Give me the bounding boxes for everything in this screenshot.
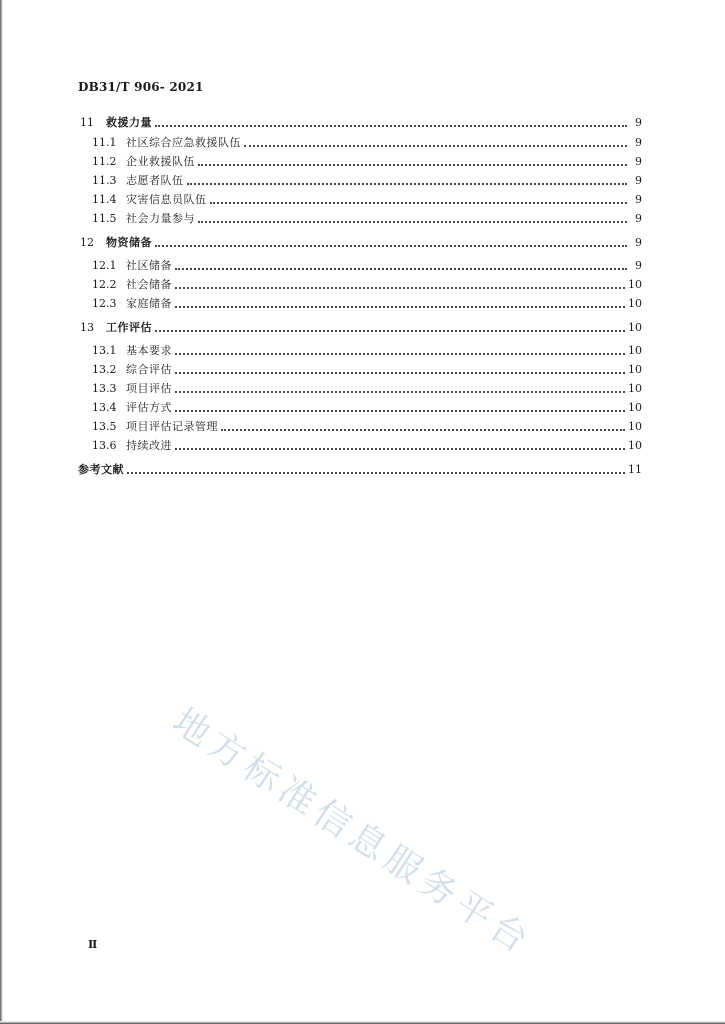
toc-leader [210, 201, 628, 204]
toc-title: 综合评估 [126, 363, 172, 376]
toc-entry-12-3[interactable] [92, 293, 642, 311]
toc-number: 13.6 [92, 439, 117, 452]
toc-title: 项目评估记录管理 [126, 420, 218, 433]
toc-entry-11-2[interactable] [92, 151, 642, 169]
toc-title: 家庭储备 [126, 297, 172, 310]
toc-page: 9 [635, 193, 642, 206]
toc-page: 10 [628, 344, 642, 357]
toc-title: 基本要求 [126, 344, 172, 357]
toc-entry-12-1[interactable] [92, 255, 642, 273]
toc-entry-13-4[interactable] [92, 397, 642, 415]
toc-number: 13.3 [92, 382, 117, 395]
toc-entry-13-1[interactable] [92, 340, 642, 358]
toc-number: 11.1 [92, 136, 117, 149]
toc-number: 13.1 [92, 344, 117, 357]
toc-entry-11-1[interactable] [92, 132, 642, 150]
toc-title: 工作评估 [106, 321, 152, 334]
toc-title: 持续改进 [126, 439, 172, 452]
page-number: Ⅱ [88, 938, 98, 951]
toc-number: 12.2 [92, 278, 117, 291]
toc-title: 社区储备 [126, 259, 172, 272]
toc-number: 12 [80, 236, 94, 249]
toc-page: 10 [628, 401, 642, 414]
toc-page: 9 [635, 212, 642, 225]
toc-title: 项目评估 [126, 382, 172, 395]
toc-title: 社会储备 [126, 278, 172, 291]
document-id: DB31/T 906- 2021 [78, 80, 204, 94]
toc-entry-13[interactable] [80, 317, 642, 335]
scan-edge-left [0, 0, 3, 1024]
toc-leader [198, 220, 627, 223]
toc-leader [155, 124, 627, 127]
toc-number: 11.2 [92, 155, 117, 168]
toc-entry-13-6[interactable] [92, 435, 642, 453]
toc-title: 救援力量 [106, 116, 152, 129]
toc-page: 9 [635, 136, 642, 149]
toc-page: 10 [628, 382, 642, 395]
toc-page: 9 [635, 259, 642, 272]
toc-page: 9 [635, 116, 642, 129]
toc-leader [175, 447, 625, 450]
toc-entry-references[interactable] [78, 459, 642, 477]
toc-title: 物资储备 [106, 236, 152, 249]
toc-page: 10 [628, 278, 642, 291]
toc-entry-11-5[interactable] [92, 208, 642, 226]
toc-number: 11.3 [92, 174, 117, 187]
toc-title: 评估方式 [126, 401, 172, 414]
toc-entry-12[interactable] [80, 232, 642, 250]
toc-number: 12.1 [92, 259, 117, 272]
toc-number: 13.4 [92, 401, 117, 414]
toc-leader [175, 305, 625, 308]
toc-page: 10 [628, 297, 642, 310]
toc-leader [175, 409, 625, 412]
toc-leader [187, 182, 628, 185]
toc-entry-12-2[interactable] [92, 274, 642, 292]
toc-entry-11[interactable] [80, 112, 642, 130]
toc-page: 9 [635, 174, 642, 187]
toc-leader [221, 428, 625, 431]
toc-leader [175, 371, 625, 374]
toc-leader [127, 471, 625, 474]
toc-page: 10 [628, 420, 642, 433]
toc-page: 11 [628, 463, 642, 476]
toc-title: 社会力量参与 [126, 212, 195, 225]
toc-title: 参考文献 [78, 463, 124, 476]
toc-title: 社区综合应急救援队伍 [126, 136, 241, 149]
toc-number: 12.3 [92, 297, 117, 310]
toc-entry-13-5[interactable] [92, 416, 642, 434]
toc-entry-11-3[interactable] [92, 170, 642, 188]
toc-number: 13.5 [92, 420, 117, 433]
watermark: 地方标准信息服务平台 [165, 700, 540, 964]
toc-leader [244, 144, 627, 147]
toc-page: 10 [628, 439, 642, 452]
toc-page: 9 [635, 236, 642, 249]
toc-leader [175, 286, 625, 289]
toc-number: 11.5 [92, 212, 117, 225]
toc-leader [175, 352, 625, 355]
toc-number: 11.4 [92, 193, 117, 206]
toc-number: 13 [80, 321, 94, 334]
toc-number: 13.2 [92, 363, 117, 376]
toc-entry-13-2[interactable] [92, 359, 642, 377]
toc-title: 企业救援队伍 [126, 155, 195, 168]
toc-leader [155, 329, 625, 332]
toc-entry-13-3[interactable] [92, 378, 642, 396]
toc-page: 9 [635, 155, 642, 168]
toc-title: 灾害信息员队伍 [126, 193, 207, 206]
toc-leader [155, 244, 627, 247]
toc-title: 志愿者队伍 [126, 174, 184, 187]
toc-leader [198, 163, 627, 166]
toc-leader [175, 390, 625, 393]
toc-leader [175, 267, 627, 270]
toc-entry-11-4[interactable] [92, 189, 642, 207]
toc-page: 10 [628, 321, 642, 334]
toc-page: 10 [628, 363, 642, 376]
toc-number: 11 [80, 116, 94, 129]
